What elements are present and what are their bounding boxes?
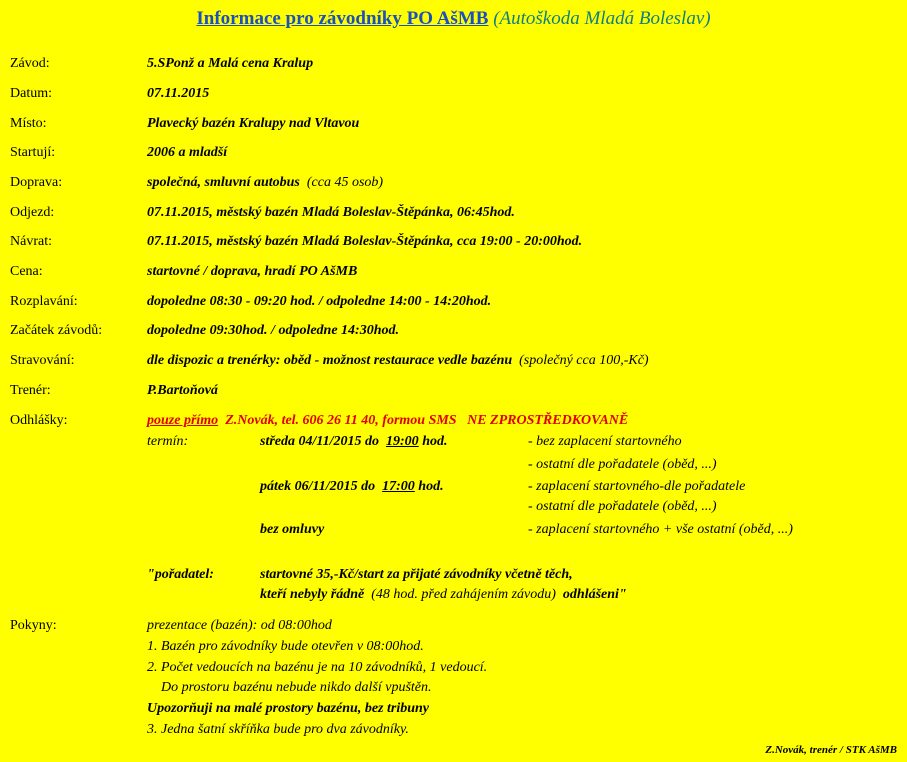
patek-note-2: - ostatní dle pořadatele (oběd, ...) — [528, 499, 717, 514]
info-label: Trenér: — [10, 383, 51, 398]
odhlasky-pouze: pouze přímo — [147, 413, 219, 428]
patek-hod: hod. — [418, 479, 444, 494]
info-label: Závod: — [10, 56, 50, 71]
page-subtitle: (Autoškoda Mladá Boleslav) — [493, 8, 711, 29]
patek-time: 17:00 — [382, 479, 415, 494]
odhlasky-contact — [147, 411, 628, 431]
info-value: dopoledne 08:30 - 09:20 hod. / odpoledne 14:00 - 14:20hod. — [147, 294, 492, 309]
footer-signature: Z.Novák, trenér / STK AšMB — [765, 744, 897, 756]
bez-omluvy-note: - zaplacení startovného + vše ostatní (oběd, ...) — [528, 522, 793, 537]
info-label: Začátek závodů: — [10, 323, 103, 338]
pokyny-label: Pokyny: — [10, 618, 57, 633]
info-value: 2006 a mladší — [147, 145, 228, 160]
info-row-misto — [10, 114, 900, 134]
patek-note-1: - zaplacení startovného-dle pořadatele — [528, 479, 746, 494]
streda-time: 19:00 — [386, 434, 419, 449]
info-label: Doprava: — [10, 175, 63, 190]
info-value: 07.11.2015, městský bazén Mladá Boleslav-Štěpánka, 06:45hod. — [147, 205, 515, 220]
info-row-cena — [10, 262, 900, 282]
bez-omluvy: bez omluvy — [260, 522, 325, 537]
termin-label: termín: — [147, 434, 189, 449]
info-value: společná, smluvní autobus — [147, 175, 300, 190]
info-row-navrat — [10, 232, 900, 252]
streda-note-2: - ostatní dle pořadatele (oběd, ...) — [528, 457, 717, 472]
info-label: Stravování: — [10, 353, 75, 368]
info-row-odjezd — [10, 203, 900, 223]
pokyny-line: 1. Bazén pro závodníky bude otevřen v 08:00hod. — [147, 639, 424, 654]
info-label: Cena: — [10, 264, 43, 279]
odhlasky-label: Odhlášky: — [10, 413, 68, 428]
pokyny-line: 3. Jedna šatní skříňka bude pro dva závodníky. — [147, 722, 409, 737]
info-value: P.Bartoňová — [147, 383, 218, 398]
info-note: (cca 45 osob) — [306, 175, 384, 190]
info-row-stravovani — [10, 351, 900, 371]
patek-prefix: pátek 06/11/2015 do — [260, 479, 376, 494]
page-title-link[interactable]: Informace pro závodníky PO AšMB — [196, 8, 489, 29]
info-value: 07.11.2015, městský bazén Mladá Boleslav-Štěpánka, cca 19:00 - 20:00hod. — [147, 234, 583, 249]
poradatel-line-1: startovné 35,-Kč/start za přijaté závodníky včetně těch, — [260, 567, 573, 582]
info-row-zacatek — [10, 321, 900, 341]
info-value: Plavecký bazén Kralupy nad Vltavou — [147, 116, 360, 131]
info-row-datum — [10, 84, 900, 104]
patek-deadline — [260, 477, 444, 497]
odhlasky-ne: NE ZPROSTŘEDKOVANĚ — [467, 413, 629, 428]
info-value: 5.SPonž a Malá cena Kralup — [147, 56, 314, 71]
pokyny-line: Upozorňuji na malé prostory bazénu, bez tribuny — [147, 701, 429, 716]
info-row-zavod — [10, 54, 900, 74]
odhlasky-contact-text: Z.Novák, tel. 606 26 11 40, formou SMS — [225, 413, 457, 428]
info-value: dle dispozic a trenérky: oběd - možnost restaurace vedle bazénu — [147, 353, 513, 368]
streda-prefix: středa 04/11/2015 do — [260, 434, 380, 449]
page-header — [0, 6, 907, 32]
pokyny-line: Do prostoru bazénu nebude nikdo další vpuštěn. — [147, 680, 432, 695]
info-note: (společný cca 100,-Kč) — [519, 353, 649, 368]
info-label: Datum: — [10, 86, 52, 101]
info-value: 07.11.2015 — [147, 86, 210, 101]
streda-note-1: - bez zaplacení startovného — [528, 434, 682, 449]
info-row-startuji — [10, 143, 900, 163]
poradatel-line-2b: (48 hod. před zahájením závodu) — [371, 587, 556, 602]
info-row-doprava — [10, 173, 900, 193]
pokyny-line: 2. Počet vedoucích na bazénu je na 10 závodníků, 1 vedoucí. — [147, 660, 488, 675]
pokyny-line: prezentace (bazén): od 08:00hod — [147, 618, 332, 633]
poradatel-line-2 — [260, 585, 627, 605]
info-label: Místo: — [10, 116, 47, 131]
info-value: startovné / doprava, hradí PO AšMB — [147, 264, 358, 279]
info-value-wrap — [147, 173, 383, 193]
poradatel-line-2c: odhlášeni" — [562, 587, 627, 602]
info-value: dopoledne 09:30hod. / odpoledne 14:30hod. — [147, 323, 399, 338]
info-label: Startují: — [10, 145, 56, 160]
pokyny-row — [10, 616, 900, 636]
streda-hod: hod. — [422, 434, 448, 449]
info-value-wrap — [147, 351, 649, 371]
info-row-rozplavani — [10, 292, 900, 312]
info-label: Odjezd: — [10, 205, 55, 220]
info-label: Návrat: — [10, 234, 52, 249]
poradatel-line-2a: kteří nebyly řádně — [260, 587, 365, 602]
streda-deadline — [260, 432, 447, 452]
info-label: Rozplavání: — [10, 294, 78, 309]
info-row-trener — [10, 381, 900, 401]
poradatel-label: "pořadatel: — [147, 567, 214, 582]
